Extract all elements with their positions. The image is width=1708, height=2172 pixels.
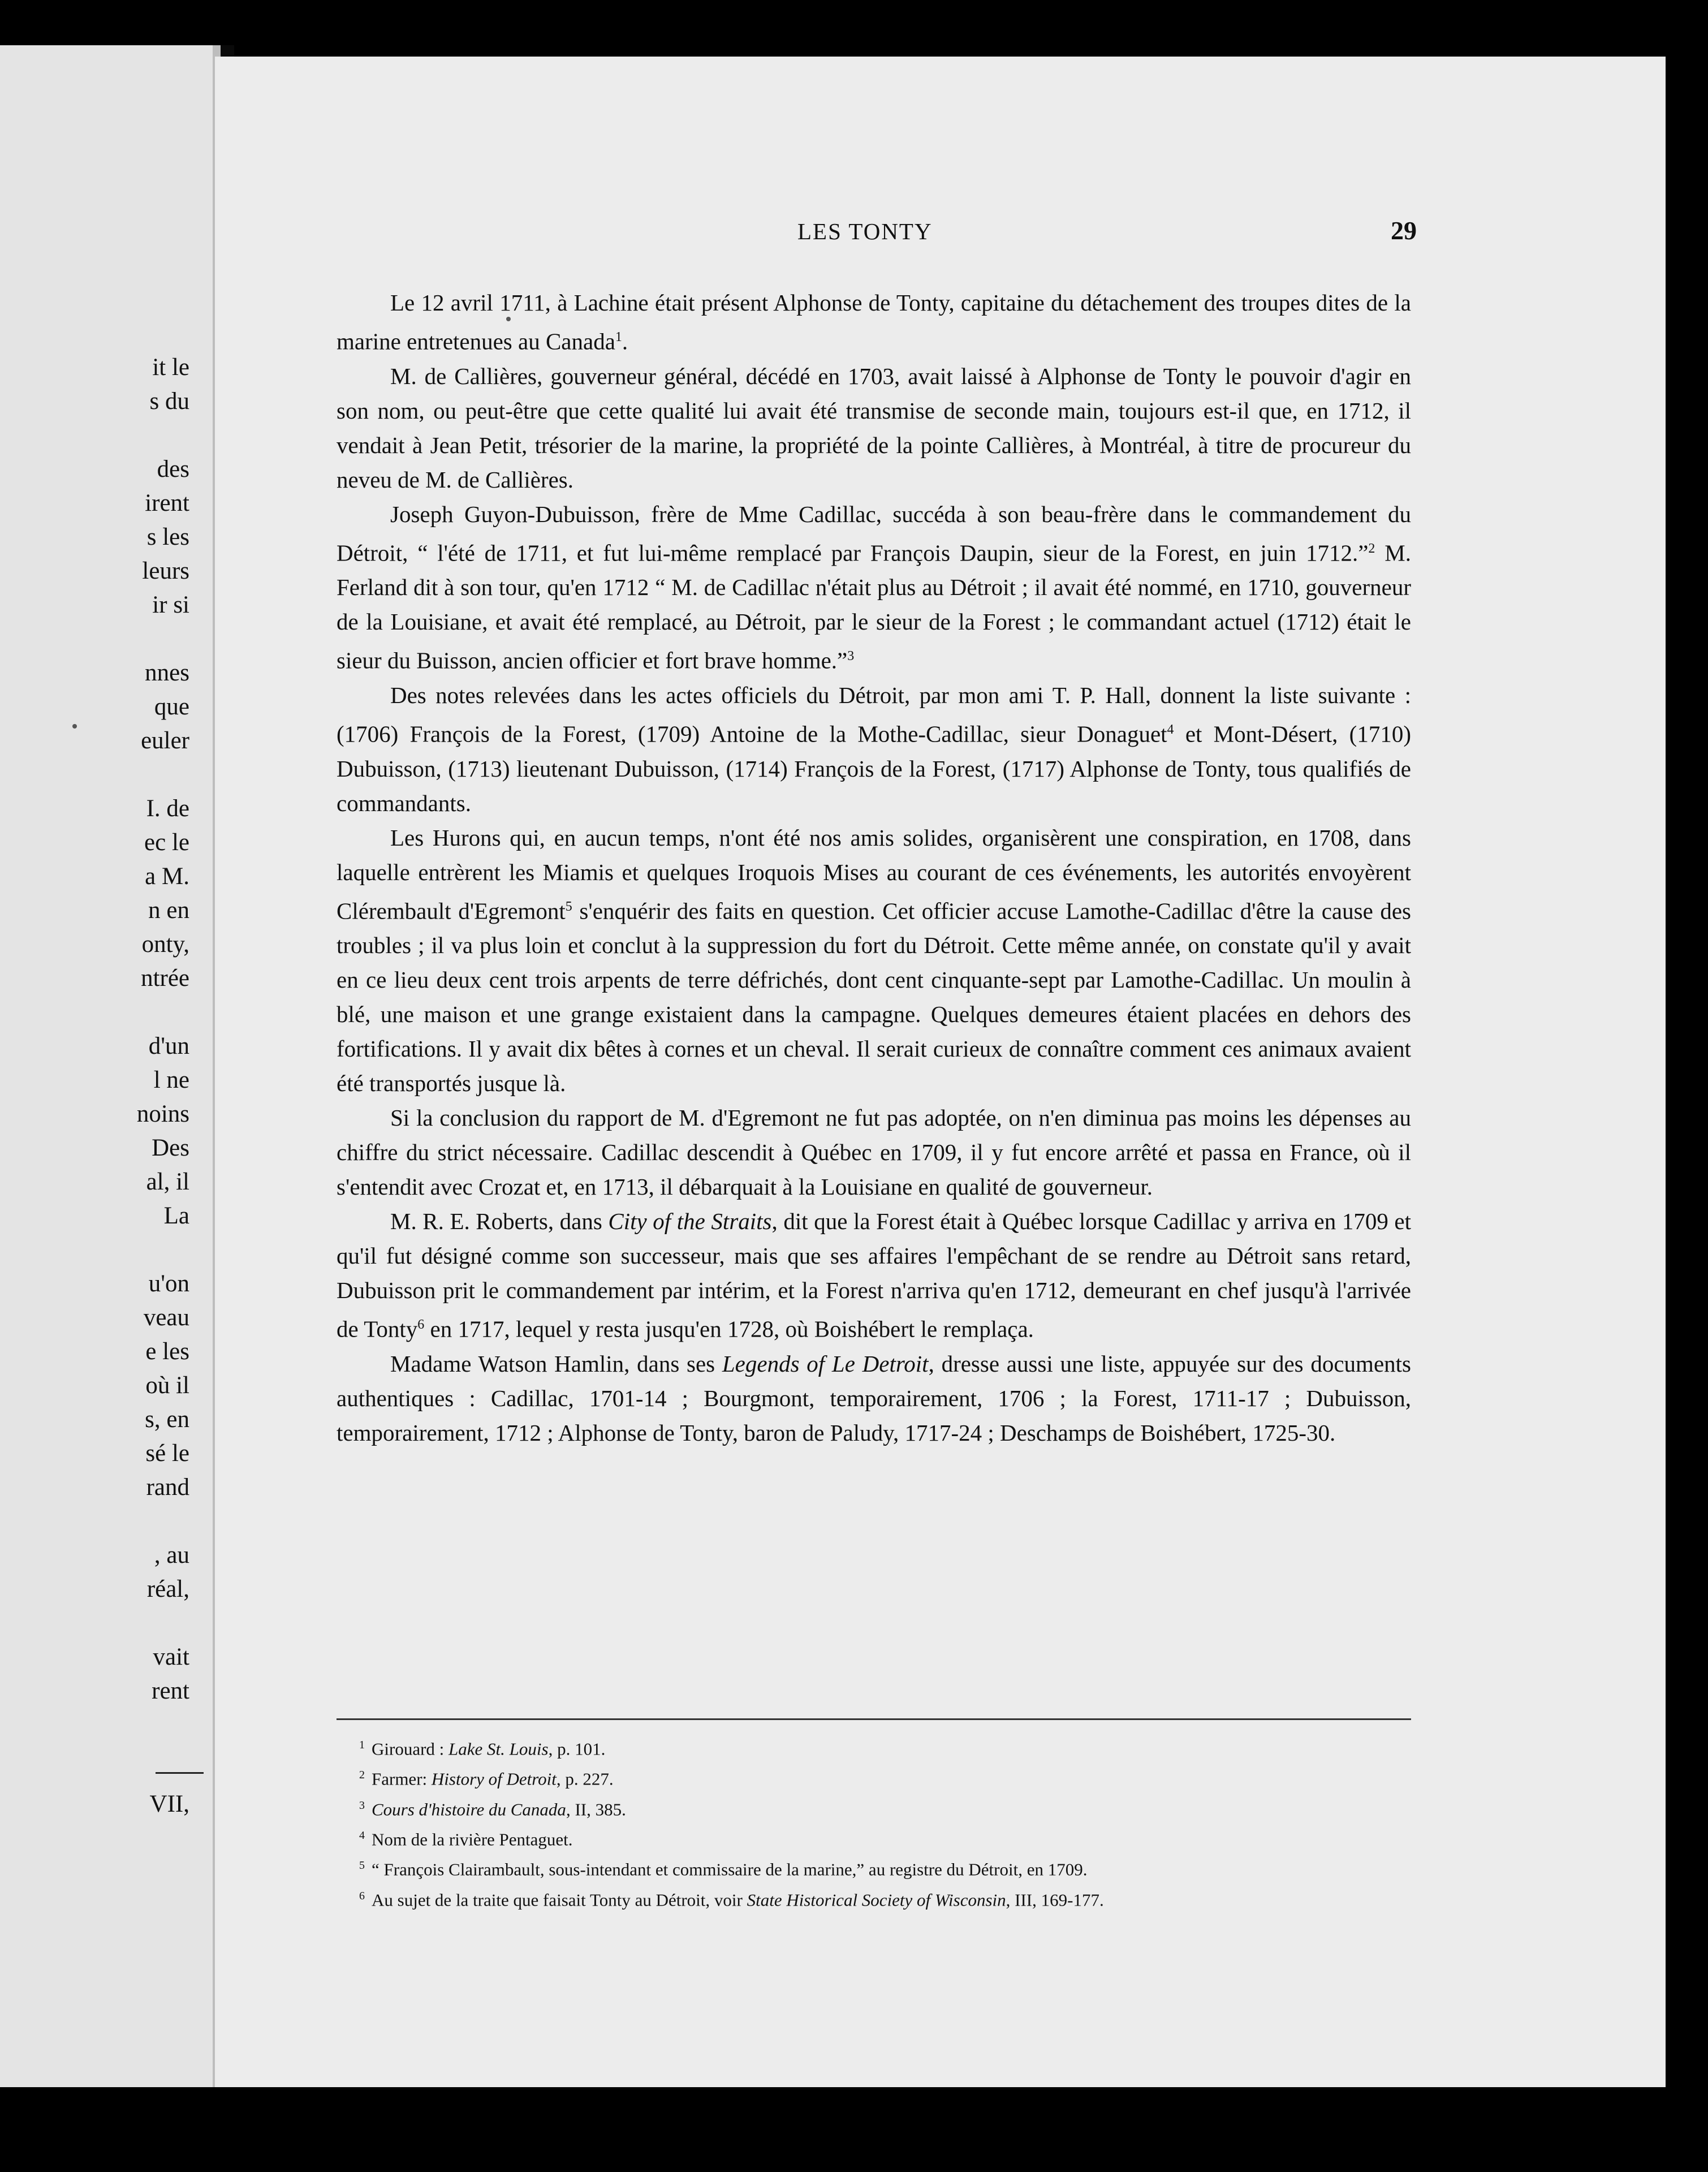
paragraph: Des notes relevées dans les actes officiels du Détroit, par mon ami T. P. Hall, donnent la liste suivante : (1706) François de la Forest, (1709) Antoine de la Mothe-Cadillac, sieur Donaguet$^4$ et Mont-Désert, (1710) Dubuisson, (1713) lieutenant Dubuisson, (1714) François de la Forest, (1717) Alphonse de Tonty, tous qualifiés de commandants. — [337, 682, 1411, 816]
left-line: u'on — [148, 1270, 189, 1297]
book-title: City of the Straits — [608, 1208, 772, 1235]
running-title: LES TONTY — [797, 218, 933, 244]
left-line: d'un — [148, 1033, 189, 1059]
left-line: s les — [146, 524, 189, 550]
left-line: l ne — [153, 1067, 189, 1093]
footnote: $^1$ Girouard : Lake St. Louis, p. 101. — [359, 1739, 606, 1759]
paragraph: M. de Callières, gouverneur général, décédé en 1703, avait laissé à Alphonse de Tonty le pouvoir d'agir en son nom, ou peut-être que cette qualité lui avait été transmise de seconde main, toujours est-il que, en 1712, il vendait à Jean Petit, trésorier de la marine, la propriété de la pointe Callières, à Montréal, à titre de procureur du neveu de M. de Callières. — [337, 363, 1411, 493]
paragraph: Joseph Guyon-Dubuisson, frère de Mme Cadillac, succéda à son beau-frère dans le commandement du Détroit, “ l'été de 1711, et fut lui-même remplacé par François Daupin, sieur de la Forest, en juin 1712.”$^2$ M. Ferland dit à son tour, qu'en 1712 “ M. de Cadillac n'était plus au Détroit ; il avait été nommé, en 1710, gouverneur de la Louisiane, et avait été remplacé, au Détroit, par le sieur de la Forest ; le commandant actuel (1712) était le sieur du Buisson, ancien officier et fort brave homme.”$^3$ — [337, 501, 1411, 674]
left-line: rand — [146, 1474, 189, 1501]
left-line: Des — [152, 1135, 189, 1161]
left-line: des — [157, 456, 189, 482]
left-line: ir si — [152, 592, 189, 618]
left-footnote-rule — [156, 1772, 204, 1774]
footnote: $^6$ Au sujet de la traite que faisait Tonty au Détroit, voir State Historical Society of Wisconsin, III, 169-177. — [359, 1889, 1104, 1910]
left-line: ec le — [144, 829, 189, 856]
note-ref: 6 — [417, 1317, 425, 1333]
left-line: leurs — [142, 558, 189, 584]
left-line: it le — [152, 354, 189, 381]
left-line: a M. — [145, 863, 189, 890]
footnote: $^2$ Farmer: History of Detroit, p. 227. — [359, 1769, 614, 1789]
note-ref: 4 — [1167, 722, 1174, 737]
footnote: $^4$ Nom de la rivière Pentaguet. — [359, 1829, 573, 1850]
left-line: réal, — [146, 1576, 189, 1602]
left-line: La — [163, 1203, 189, 1229]
left-line: onty, — [141, 931, 189, 958]
paragraph: Les Hurons qui, en aucun temps, n'ont été nos amis solides, organisèrent une conspiration, en 1708, dans laquelle entrèrent les Miamis et quelques Iroquois Mises au courant de ces événements, les autorités envoyèrent Clérembault d'Egremont$^5$ s'enquérir des faits en question. Cet officier accuse Lamothe-Cadillac d'être la cause des troubles ; il va plus loin et conclut à la suppression du fort du Détroit. Cette même année, on constate qu'il y avait en ce lieu deux cent trois arpents de terre défrichés, dont cent cinquante-sept par Lamothe-Cadillac. Un moulin à blé, une maison et une grange existaient dans la campagne. Quelques demeures étaient placées en dehors des fortifications. Il y avait dix bêtes à cornes et un cheval. Il serait curieux de connaître comment ces animaux avaient été transportés jusque là. — [337, 824, 1411, 1097]
left-line: nnes — [145, 660, 189, 686]
note-ref: 3 — [847, 649, 855, 664]
left-line: irent — [145, 490, 189, 516]
left-line: que — [154, 693, 189, 720]
footnote: $^3$ Cours d'histoire du Canada, II, 385. — [359, 1799, 626, 1819]
book-title: Legends of Le Detroit — [722, 1350, 929, 1377]
left-line: sé le — [145, 1440, 189, 1467]
left-line: e les — [145, 1338, 189, 1365]
running-head — [583, 218, 1417, 257]
left-line: VII, — [149, 1791, 189, 1817]
paragraph: M. R. E. Roberts, dans City of the Straits, dit que la Forest était à Québec lorsque Cadillac y arriva en 1709 et qu'il fut désigné comme son successeur, mais que ses affaires l'empêchant de se rendre au Détroit sans retard, Dubuisson prit le commandement par intérim, et la Forest n'arriva qu'en 1712, demeurant en chef jusqu'à l'arrivée de Tonty$^6$ en 1717, lequel y resta jusqu'en 1728, où Boishébert le remplaça. — [337, 1208, 1411, 1342]
paragraph: Si la conclusion du rapport de M. d'Egremont ne fut pas adoptée, on n'en diminua pas moins les dépenses au chiffre du strict nécessaire. Cadillac descendit à Québec en 1709, il y fut encore arrêté et passa en France, où il s'entendit avec Crozat et, en 1713, il débarquait à la Louisiane en qualité de gouverneur. — [337, 1105, 1411, 1200]
note-ref: 1 — [615, 330, 622, 344]
left-line: , au — [154, 1542, 189, 1568]
left-line: vait — [153, 1644, 189, 1670]
left-line: noins — [136, 1101, 189, 1127]
left-line: où il — [145, 1372, 189, 1399]
paragraph: Madame Watson Hamlin, dans ses Legends of Le Detroit, dresse aussi une liste, appuyée sur des documents authentiques : Cadillac, 1701-14 ; Bourgmont, temporairement, 1706 ; la Forest, 1711-17 ; Dubuisson, temporairement, 1712 ; Alphonse de Tonty, baron de Paludy, 1717-24 ; Deschamps de Boishébert, 1725-30. — [337, 1350, 1411, 1446]
left-line: veau — [143, 1304, 189, 1331]
footnote: $^5$ “ François Clairambault, sous-intendant et commissaire de la marine,” au registre du Détroit, en 1709. — [359, 1859, 1088, 1880]
left-line: s du — [149, 388, 189, 415]
footnotes — [359, 1732, 1434, 1913]
paragraph: Le 12 avril 1711, à Lachine était présent Alphonse de Tonty, capitaine du détachement des troupes dites de la marine entretenues au Canada$^1$. — [337, 290, 1411, 355]
note-ref: 5 — [565, 899, 572, 914]
left-page-fragment — [0, 45, 221, 2087]
left-line: rent — [152, 1678, 189, 1704]
body-text — [337, 286, 1411, 1450]
footnote-rule — [337, 1718, 1411, 1720]
left-line: n en — [148, 897, 189, 924]
page-number: 29 — [1391, 216, 1417, 245]
left-line: ntrée — [141, 965, 189, 992]
speck — [72, 724, 77, 729]
left-line: s, en — [145, 1406, 189, 1433]
note-ref: 2 — [1368, 541, 1375, 556]
left-line: al, il — [146, 1169, 189, 1195]
left-line: euler — [141, 727, 189, 754]
left-line: I. de — [146, 795, 189, 822]
